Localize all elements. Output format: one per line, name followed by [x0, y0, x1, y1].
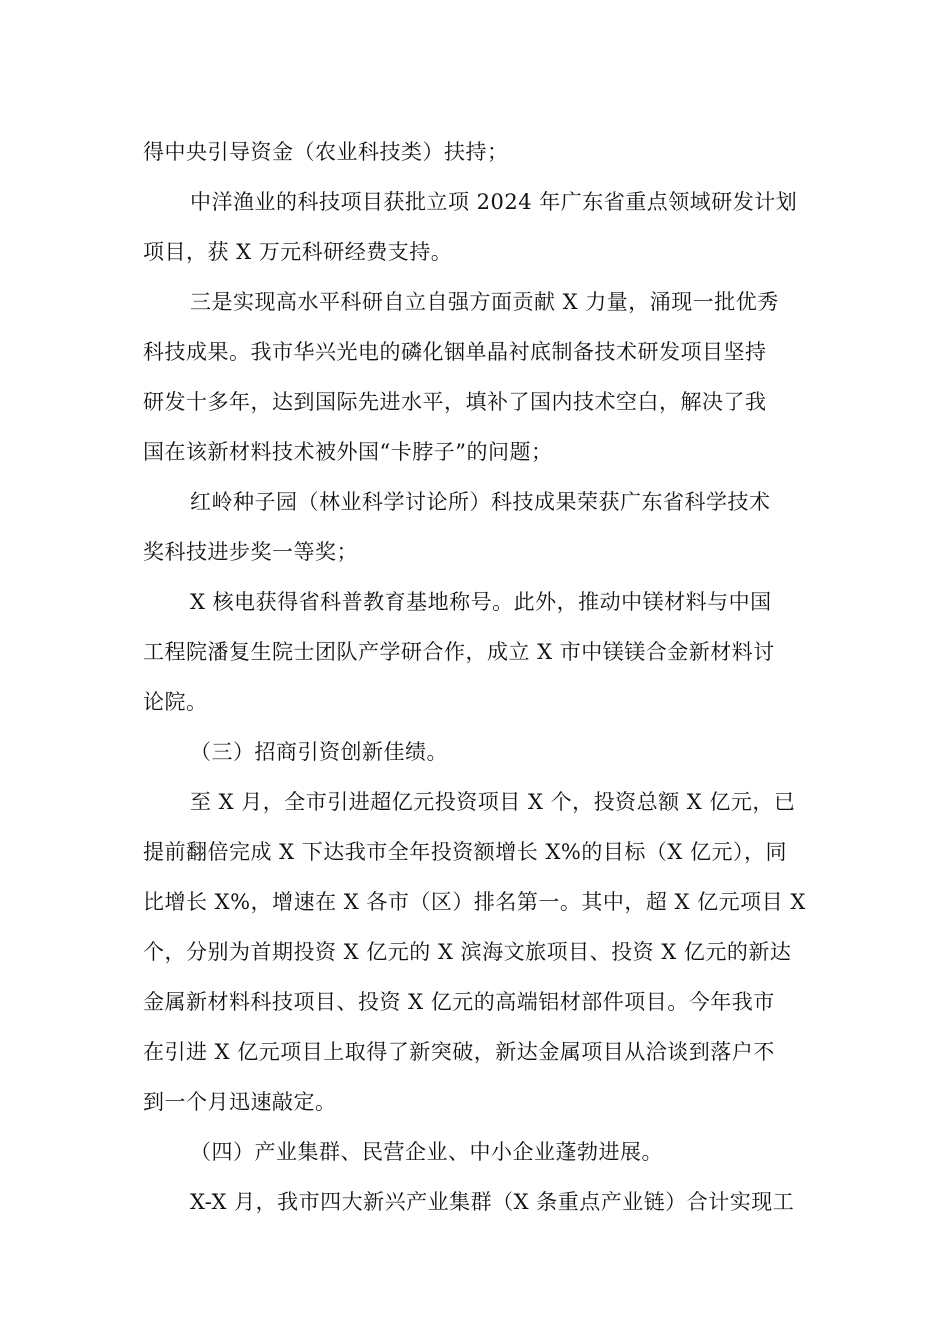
text-line-9: 奖科技进步奖一等奖； — [143, 540, 358, 564]
text-line-15: 提前翻倍完成 X 下达我市全年投资额增长 X%的目标（X 亿元），同 — [143, 840, 788, 864]
text-line-12: 论院。 — [143, 690, 208, 714]
paragraph-start-line-4: 三是实现高水平科研自立自强方面贡献 X 力量，涌现一批优秀 — [190, 290, 779, 314]
text-line-3: 项目，获 X 万元科研经费支持。 — [143, 240, 453, 264]
paragraph-start-line-2: 中洋渔业的科技项目获批立项 2024 年广东省重点领域研发计划 — [190, 190, 798, 214]
text-line-20: 到一个月迅速敲定。 — [143, 1090, 337, 1114]
text-line-17: 个，分别为首期投资 X 亿元的 X 滨海文旅项目、投资 X 亿元的新达 — [143, 940, 792, 964]
paragraph-start-line-10: X 核电获得省科普教育基地称号。此外，推动中镁材料与中国 — [190, 590, 772, 614]
section-heading-4: （四）产业集群、民营企业、中小企业蓬勃进展。 — [190, 1140, 663, 1164]
text-line-7: 国在该新材料技术被外国“卡脖子”的问题； — [143, 440, 553, 464]
text-line-1: 得中央引导资金（农业科技类）扶持； — [143, 140, 509, 164]
text-line-11: 工程院潘复生院士团队产学研合作，成立 X 市中镁镁合金新材料讨 — [143, 640, 775, 664]
paragraph-start-line-22: X-X 月，我市四大新兴产业集群（X 条重点产业链）合计实现工 — [190, 1190, 795, 1214]
text-line-18: 金属新材料科技项目、投资 X 亿元的高端铝材部件项目。今年我市 — [143, 990, 775, 1014]
paragraph-start-line-8: 红岭种子园（林业科学讨论所）科技成果荣获广东省科学技术 — [190, 490, 771, 514]
text-line-16: 比增长 X%，增速在 X 各市（区）排名第一。其中，超 X 亿元项目 X — [143, 890, 806, 914]
paragraph-start-line-14: 至 X 月，全市引进超亿元投资项目 X 个，投资总额 X 亿元，已 — [190, 790, 796, 814]
text-line-6: 研发十多年，达到国际先进水平，填补了国内技术空白，解决了我 — [143, 390, 767, 414]
text-line-5: 科技成果。我市华兴光电的磷化铟单晶衬底制备技术研发项目坚持 — [143, 340, 767, 364]
section-heading-3: （三）招商引资创新佳绩。 — [190, 740, 448, 764]
text-line-19: 在引进 X 亿元项目上取得了新突破，新达金属项目从洽谈到落户不 — [143, 1040, 775, 1064]
